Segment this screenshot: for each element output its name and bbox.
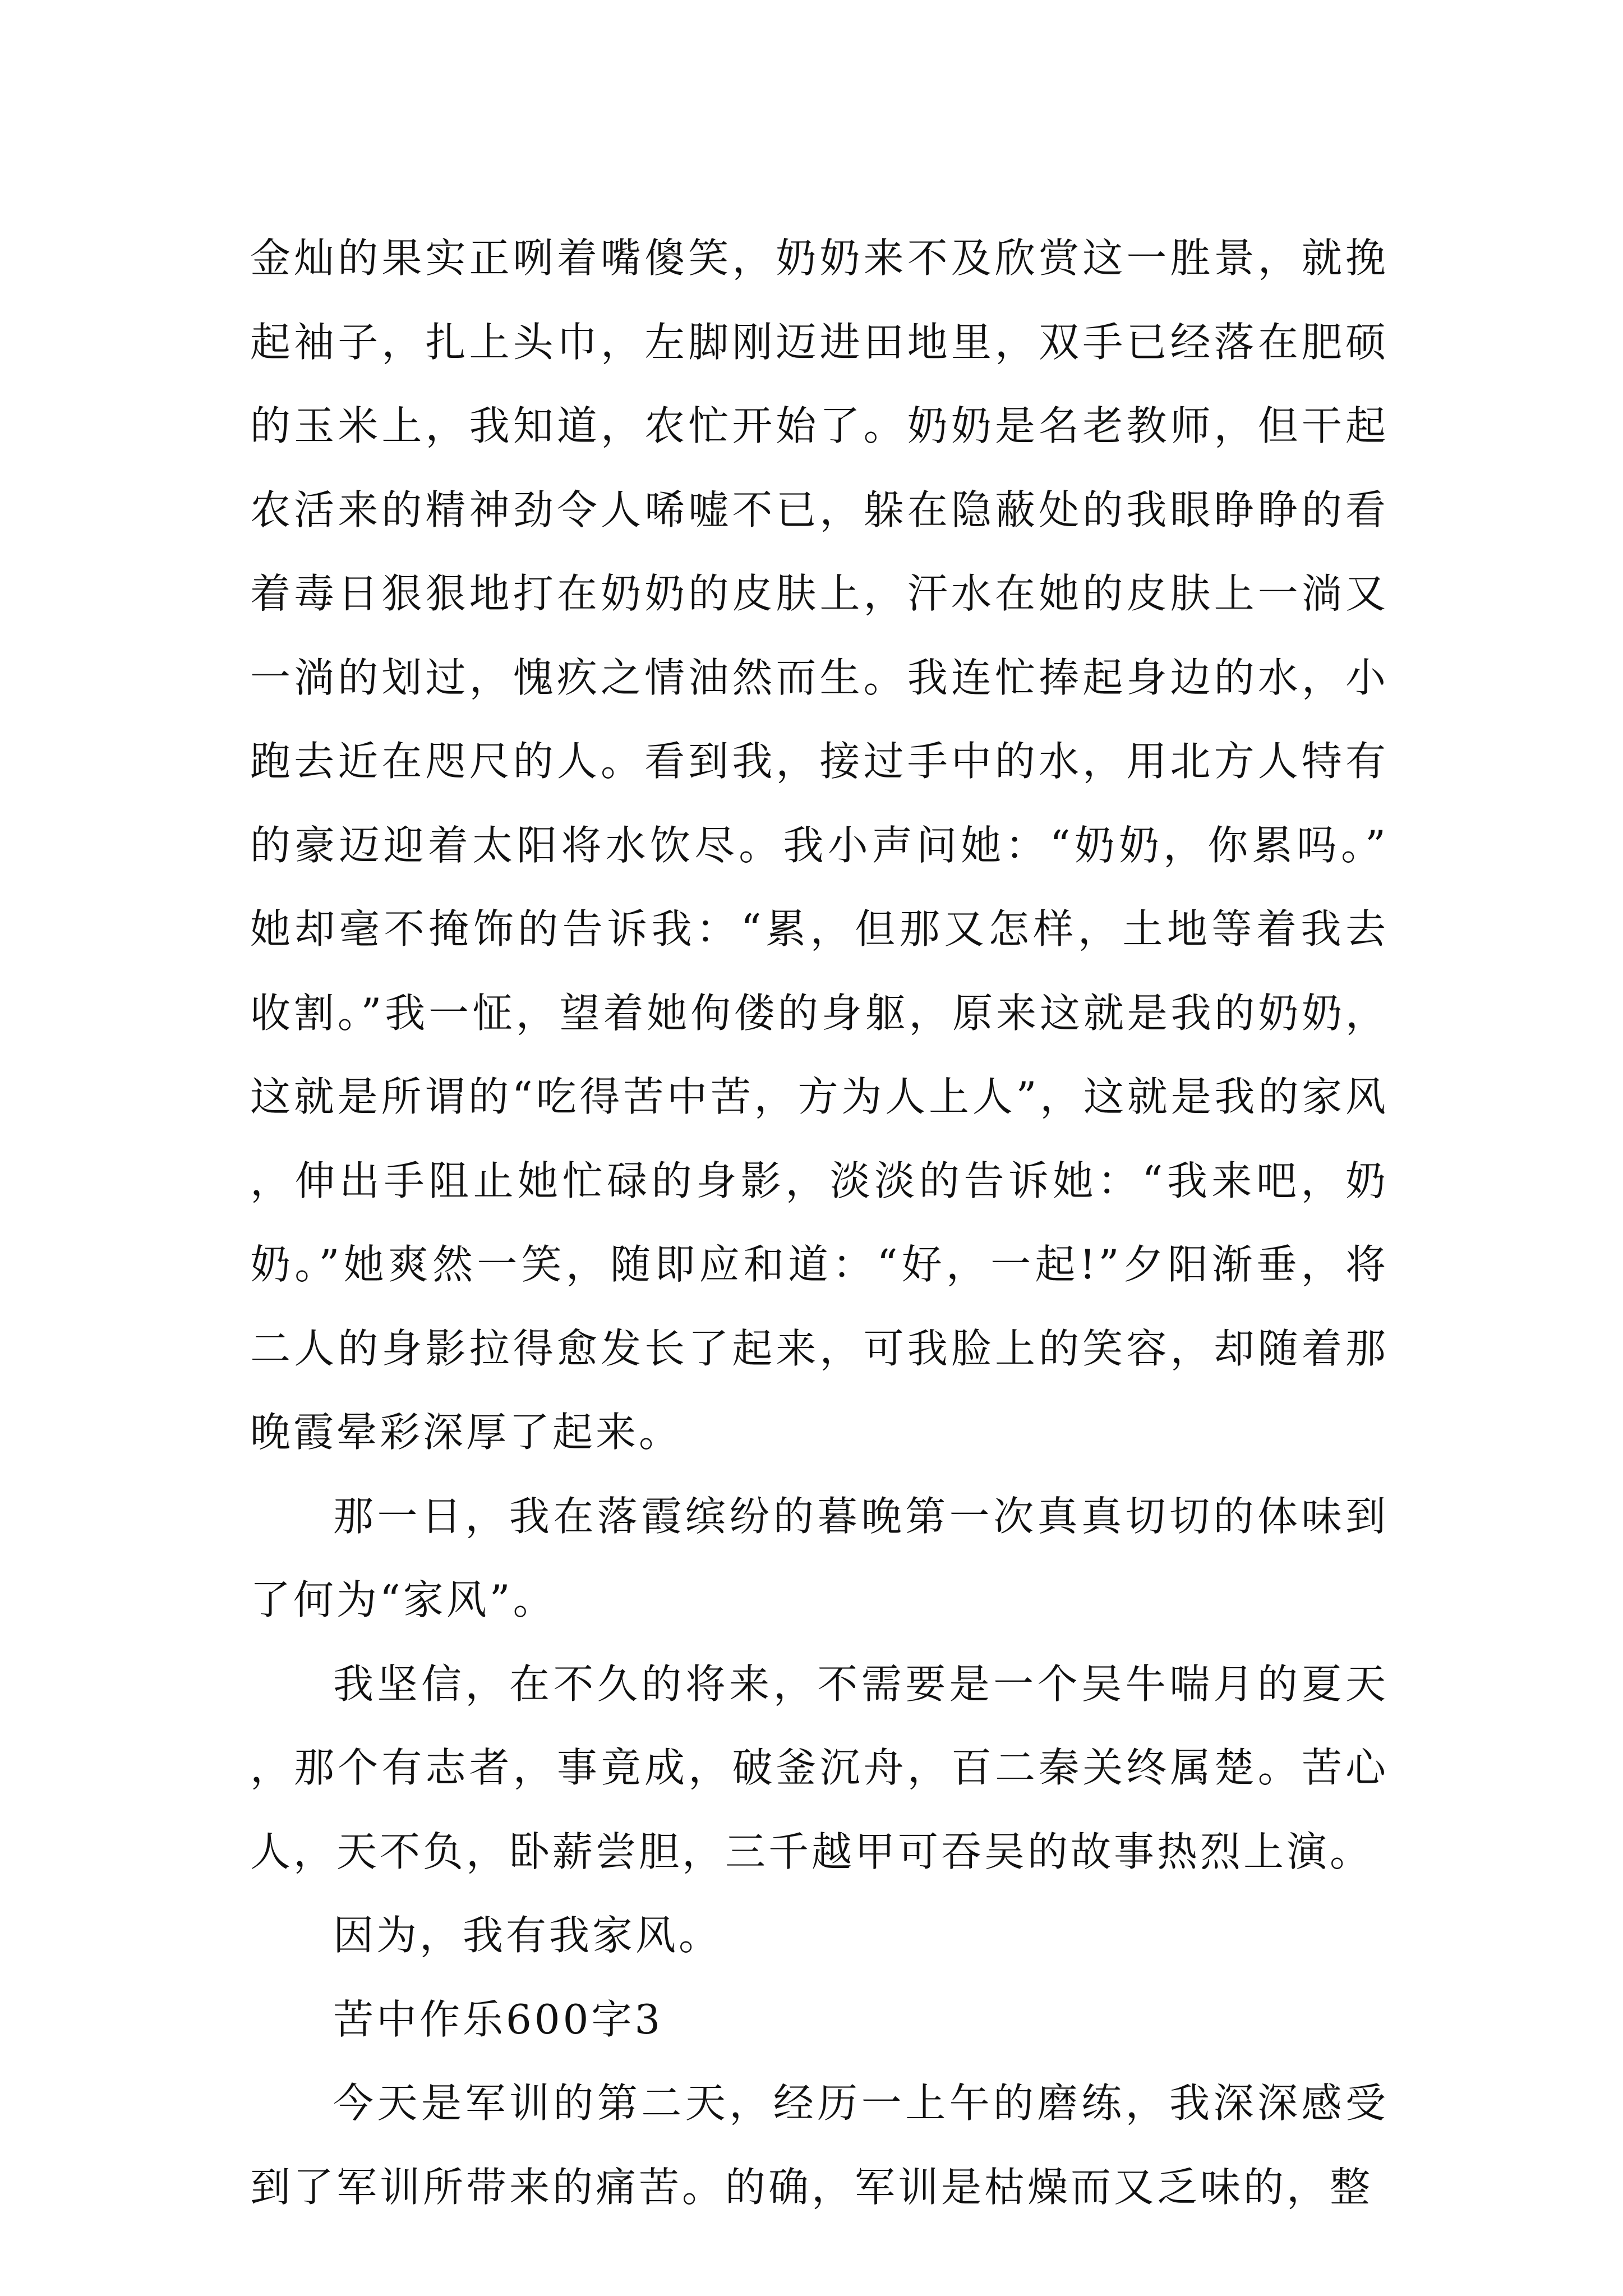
paragraph-continuation: 金灿的果实正咧着嘴傻笑，奶奶来不及欣赏这一胜景，就挽起袖子，扎上头巾，左脚刚迈进田地里，双手已经落在肥硕的玉米上，我知道，农忙开始了。奶奶是名老教师，但干起农活来的精神劲令人唏嘘不已，躲在隐蔽处的我眼睁睁的看着毒日狠狠地打在奶奶的皮肤上，汗水在她的皮肤上一淌又一淌的划过，愧疚之情油然而生。我连忙捧起身边的水，小跑去近在咫尺的人。看到我，接过手中的水，用北方人特有的豪迈迎着太阳将水饮尽。我小声问她：“奶奶，你累吗。”她却毫不掩饰的告诉我：“累，但那又怎样，土地等着我去收割。”我一怔，望着她佝偻的身躯，原来这就是我的奶奶，这就是所谓的“吃得苦中苦，方为人上人”，这就是我的家风，伸出手阻止她忙碌的身影，淡淡的告诉她：“我来吧，奶奶。”她爽然一笑，随即应和道：“好，一起!”夕阳渐垂，将二人的身影拉得愈发长了起来，可我脸上的笑容，却随着那晚霞晕彩深厚了起来。: [250, 234, 1389, 1456]
paragraph: 那一日，我在落霞缤纷的暮晚第一次真真切切的体味到了何为“家风”。: [250, 1492, 1389, 1623]
section-heading: 苦中作乐600字3: [333, 1995, 663, 2043]
paragraph: 因为，我有我家风。: [333, 1912, 722, 1959]
document-body: [250, 217, 1389, 2229]
paragraph: 我坚信，在不久的将来，不需要是一个吴牛喘月的夏天，那个有志者，事竟成，破釜沉舟，百二秦关终属楚。苦心人，天不负，卧薪尝胆，三千越甲可吞吴的故事热烈上演。: [250, 1660, 1389, 1875]
paragraph: 今天是军训的第二天，经历一上午的磨练，我深深感受到了军训所带来的痛苦。的确，军训是枯燥而又乏味的，整: [250, 2079, 1389, 2211]
